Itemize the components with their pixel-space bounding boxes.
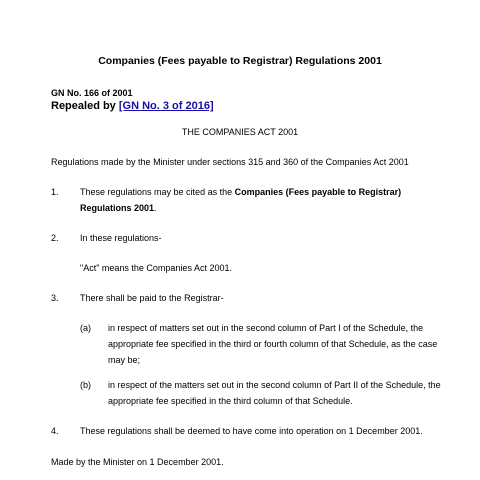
- section-1-line2: [80, 203, 157, 213]
- act-definition: "Act" means the Companies Act 2001.: [80, 263, 232, 273]
- section-1-text: These regulations may be cited as the: [80, 187, 235, 197]
- regulation-name-line2: Regulations 2001: [80, 203, 155, 213]
- document-title: Companies (Fees payable to Registrar) Regulations 2001: [98, 55, 382, 67]
- item-a-line2: appropriate fee specified in the third or fourth column of that Schedule, as the case: [108, 339, 438, 349]
- item-a-line3: may be;: [108, 355, 141, 365]
- made-by-footer: Made by the Minister on 1 December 2001.: [51, 457, 224, 467]
- section-number-1: 1.: [51, 187, 59, 197]
- item-b-line1: in respect of the matters set out in the second column of Part II of the Schedule, the: [108, 380, 441, 390]
- act-heading: THE COMPANIES ACT 2001: [181, 127, 299, 137]
- repealed-link[interactable]: [GN No. 3 of 2016]: [118, 100, 214, 112]
- item-label-a: (a): [80, 323, 91, 333]
- preamble: Regulations made by the Minister under sections 315 and 360 of the Companies Act 2001: [51, 157, 409, 167]
- section-1-period: .: [154, 203, 157, 213]
- section-number-4: 4.: [51, 426, 59, 436]
- item-b-line2: appropriate fee specified in the third column of that Schedule.: [108, 396, 353, 406]
- section-1-line1: [80, 187, 401, 197]
- repealed-line: [51, 100, 214, 112]
- section-2-text: In these regulations-: [80, 233, 162, 243]
- item-label-b: (b): [80, 380, 91, 390]
- repealed-prefix: Repealed by: [51, 100, 116, 112]
- item-a-line1: in respect of matters set out in the second column of Part I of the Schedule, the: [108, 323, 424, 333]
- regulation-name-line1: Companies (Fees payable to Registrar): [234, 187, 402, 197]
- gn-number: GN No. 166 of 2001: [51, 88, 133, 98]
- section-number-3: 3.: [51, 293, 59, 303]
- section-3-text: There shall be paid to the Registrar-: [80, 293, 224, 303]
- section-number-2: 2.: [51, 233, 59, 243]
- section-4-text: These regulations shall be deemed to have come into operation on 1 December 2001.: [80, 426, 423, 436]
